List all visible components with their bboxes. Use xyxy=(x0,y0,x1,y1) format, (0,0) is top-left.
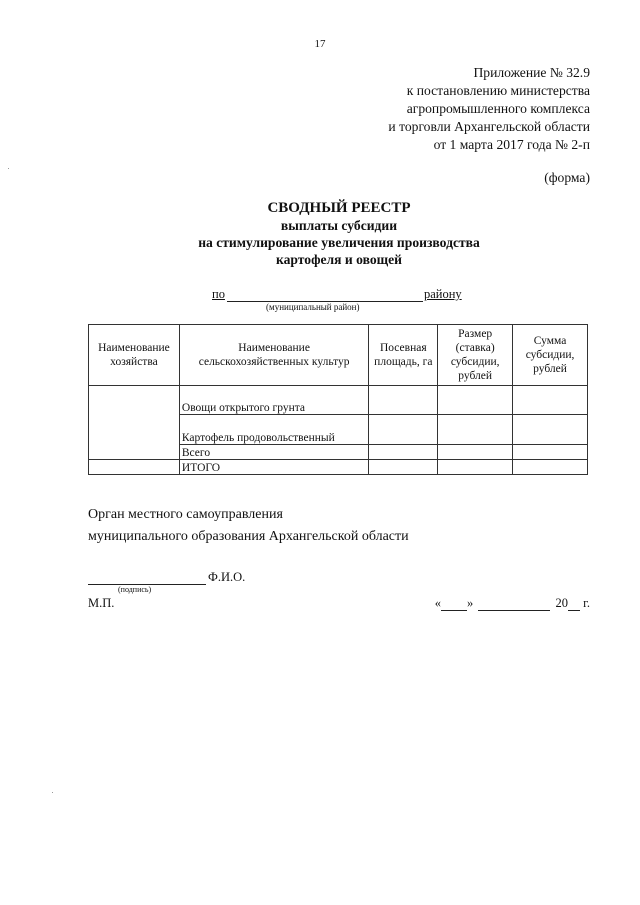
appendix-line: и торговли Архангельской области xyxy=(388,119,590,134)
header-rate: Размер (ставка) субсидии, рублей xyxy=(438,325,513,386)
farm-cell[interactable] xyxy=(89,460,180,475)
scan-speck xyxy=(8,168,9,169)
appendix-block xyxy=(388,64,590,154)
rate-cell[interactable] xyxy=(438,386,513,415)
rate-cell[interactable] xyxy=(438,445,513,460)
signature-blank[interactable] xyxy=(88,572,206,585)
table-row xyxy=(89,386,588,415)
header-sum: Сумма субсидии, рублей xyxy=(513,325,588,386)
area-cell[interactable] xyxy=(369,386,438,415)
page-number: 17 xyxy=(314,38,326,50)
header-area: Посевная площадь, га xyxy=(369,325,438,386)
year-suffix: г. xyxy=(583,596,590,610)
district-suffix: району xyxy=(424,287,462,301)
district-prefix: по xyxy=(212,287,225,301)
crop-cell: Картофель продовольственный xyxy=(179,415,368,445)
header-crops: Наименование сельскохозяйственных культур xyxy=(179,325,368,386)
grand-total-label: ИТОГО xyxy=(179,460,368,475)
total-label: Всего xyxy=(179,445,368,460)
rate-cell[interactable] xyxy=(438,415,513,445)
year-blank[interactable] xyxy=(568,599,580,611)
date-open-quote: « xyxy=(434,596,442,610)
appendix-line: Приложение № 32.9 xyxy=(473,65,590,80)
organ-line: муниципального образования Архангельской области xyxy=(88,529,409,544)
stamp-label: М.П. xyxy=(88,596,115,610)
date-close-quote: » xyxy=(467,596,474,610)
year-prefix: 20 xyxy=(555,596,569,610)
area-cell[interactable] xyxy=(369,445,438,460)
day-blank[interactable] xyxy=(441,599,467,611)
area-cell[interactable] xyxy=(369,415,438,445)
sum-cell[interactable] xyxy=(513,415,588,445)
month-blank[interactable] xyxy=(478,599,550,611)
sum-cell[interactable] xyxy=(513,445,588,460)
fio-label: Ф.И.О. xyxy=(208,570,246,584)
rate-cell[interactable] xyxy=(438,460,513,475)
form-label: (форма) xyxy=(544,170,590,185)
signature-line xyxy=(88,570,245,585)
organ-block xyxy=(88,504,409,548)
title-line: выплаты субсидии xyxy=(280,218,398,233)
registry-table xyxy=(88,324,588,475)
crop-cell: Овощи открытого грунта xyxy=(179,386,368,415)
scan-speck xyxy=(52,792,53,793)
header-farm: Наименование хозяйства xyxy=(89,325,180,386)
district-blank[interactable] xyxy=(227,289,423,302)
farm-cell[interactable] xyxy=(89,386,180,460)
date-line xyxy=(435,596,590,611)
district-line xyxy=(212,287,425,302)
area-cell[interactable] xyxy=(369,460,438,475)
document-title xyxy=(90,200,588,268)
table-header-row xyxy=(89,325,588,386)
table-row xyxy=(89,460,588,475)
appendix-line: от 1 марта 2017 года № 2-п xyxy=(433,137,590,152)
signature-caption: (подпись) xyxy=(118,585,152,594)
title-line: картофеля и овощей xyxy=(276,252,402,267)
title-main: СВОДНЫЙ РЕЕСТР xyxy=(267,200,411,216)
sum-cell[interactable] xyxy=(513,386,588,415)
appendix-line: к постановлению министерства xyxy=(406,83,590,98)
organ-line: Орган местного самоуправления xyxy=(88,507,283,522)
appendix-line: агропромышленного комплекса xyxy=(406,101,590,116)
sum-cell[interactable] xyxy=(513,460,588,475)
title-line: на стимулирование увеличения производства xyxy=(198,235,480,250)
district-caption: (муниципальный район) xyxy=(266,302,360,312)
